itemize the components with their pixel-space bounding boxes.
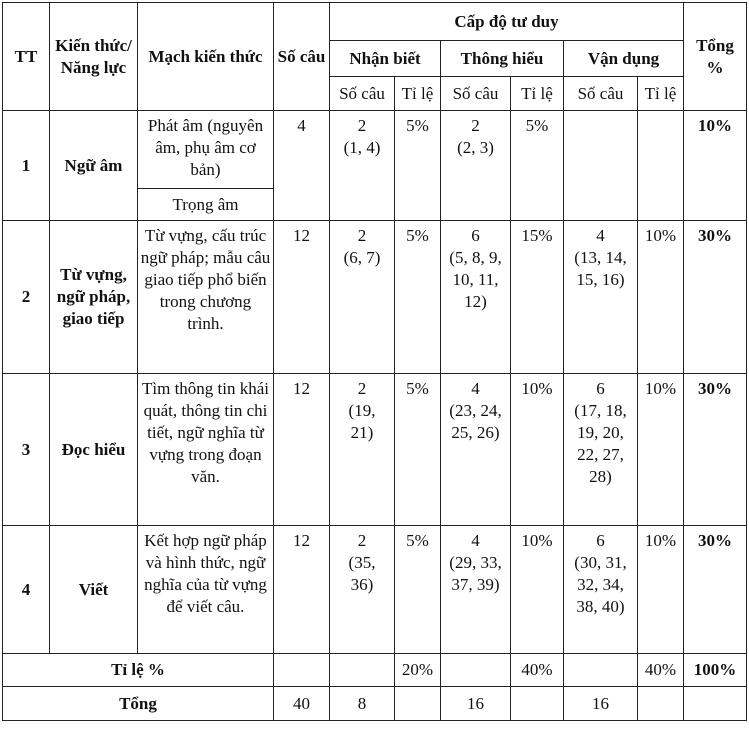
row-rec-ratio: 5% <box>395 526 441 654</box>
row-rec-q: 2 (6, 7) <box>330 221 395 374</box>
row-app-q <box>564 111 638 221</box>
row-rec-q: 2 (35, 36) <box>330 526 395 654</box>
header-com-q-count: Số câu <box>441 77 511 111</box>
row-rec-ratio: 5% <box>395 374 441 526</box>
row-subtopic-2: Trọng âm <box>138 189 274 221</box>
ratio-label: Tỉ lệ % <box>3 654 274 687</box>
sum-rec: 8 <box>330 687 395 721</box>
row-app-q: 4 (13, 14, 15, 16) <box>564 221 638 374</box>
row-app-q: 6 (30, 31, 32, 34, 38, 40) <box>564 526 638 654</box>
header-com-ratio: Tỉ lệ <box>511 77 564 111</box>
table-row <box>3 221 747 374</box>
sum-app-ratio-empty <box>638 687 684 721</box>
header-app-ratio: Tỉ lệ <box>638 77 684 111</box>
sum-label: Tổng <box>3 687 274 721</box>
row-total: 30% <box>684 526 747 654</box>
header-total-percent: Tổng % <box>684 3 747 111</box>
row-rec-q: 2 (19, 21) <box>330 374 395 526</box>
row-com-ratio: 5% <box>511 111 564 221</box>
row-app-q: 6 (17, 18, 19, 20, 22, 27, 28) <box>564 374 638 526</box>
ratio-com: 40% <box>511 654 564 687</box>
header-cognitive-level: Cấp độ tư duy <box>330 3 684 41</box>
row-num: 12 <box>274 374 330 526</box>
row-total: 30% <box>684 221 747 374</box>
row-subtopic: Kết hợp ngữ pháp và hình thức, ngữ nghĩa của từ vựng để viết câu. <box>138 526 274 654</box>
sum-app: 16 <box>564 687 638 721</box>
ratio-com-q-empty <box>441 654 511 687</box>
ratio-total: 100% <box>684 654 747 687</box>
table-row <box>3 526 747 654</box>
row-tt: 4 <box>3 526 50 654</box>
header-app-q-count: Số câu <box>564 77 638 111</box>
row-num: 12 <box>274 221 330 374</box>
header-recognition: Nhận biết <box>330 41 441 77</box>
row-rec-ratio: 5% <box>395 221 441 374</box>
row-num: 4 <box>274 111 330 221</box>
header-knowledge: Kiến thức/ Năng lực <box>50 3 138 111</box>
header-comprehension: Thông hiểu <box>441 41 564 77</box>
row-com-ratio: 10% <box>511 374 564 526</box>
row-tt: 2 <box>3 221 50 374</box>
row-total: 30% <box>684 374 747 526</box>
sum-com: 16 <box>441 687 511 721</box>
row-knowledge: Đọc hiểu <box>50 374 138 526</box>
cognitive-matrix-table <box>2 2 747 721</box>
row-rec-q: 2 (1, 4) <box>330 111 395 221</box>
row-num: 12 <box>274 526 330 654</box>
ratio-rec-q-empty <box>330 654 395 687</box>
ratio-app: 40% <box>638 654 684 687</box>
header-num-questions: Số câu <box>274 3 330 111</box>
sum-rec-ratio-empty <box>395 687 441 721</box>
row-total: 10% <box>684 111 747 221</box>
header-rec-ratio: Tỉ lệ <box>395 77 441 111</box>
row-com-ratio: 15% <box>511 221 564 374</box>
ratio-row <box>3 654 747 687</box>
header-rec-q-count: Số câu <box>330 77 395 111</box>
ratio-rec: 20% <box>395 654 441 687</box>
ratio-app-q-empty <box>564 654 638 687</box>
ratio-num-empty <box>274 654 330 687</box>
row-app-ratio: 10% <box>638 374 684 526</box>
row-subtopic: Từ vựng, cấu trúc ngữ pháp; mẫu câu giao tiếp phổ biến trong chương trình. <box>138 221 274 374</box>
row-tt: 1 <box>3 111 50 221</box>
row-subtopic: Tìm thông tin khái quát, thông tin chi tiết, ngữ nghĩa từ vựng trong đoạn văn. <box>138 374 274 526</box>
sum-total-empty <box>684 687 747 721</box>
row-com-q: 4 (29, 33, 37, 39) <box>441 526 511 654</box>
row-rec-ratio: 5% <box>395 111 441 221</box>
table-row <box>3 374 747 526</box>
row-com-q: 4 (23, 24, 25, 26) <box>441 374 511 526</box>
row-app-ratio: 10% <box>638 221 684 374</box>
row-com-q: 6 (5, 8, 9, 10, 11, 12) <box>441 221 511 374</box>
row-tt: 3 <box>3 374 50 526</box>
sum-num: 40 <box>274 687 330 721</box>
header-subtopic: Mạch kiến thức <box>138 3 274 111</box>
row-knowledge: Ngữ âm <box>50 111 138 221</box>
row-subtopic: Phát âm (nguyên âm, phụ âm cơ bản) <box>138 111 274 189</box>
header-tt: TT <box>3 3 50 111</box>
sum-row <box>3 687 747 721</box>
row-app-ratio: 10% <box>638 526 684 654</box>
row-knowledge: Từ vựng, ngữ pháp, giao tiếp <box>50 221 138 374</box>
header-application: Vận dụng <box>564 41 684 77</box>
sum-com-ratio-empty <box>511 687 564 721</box>
row-com-q: 2 (2, 3) <box>441 111 511 221</box>
row-app-ratio <box>638 111 684 221</box>
table-row <box>3 111 747 189</box>
row-com-ratio: 10% <box>511 526 564 654</box>
row-knowledge: Viết <box>50 526 138 654</box>
